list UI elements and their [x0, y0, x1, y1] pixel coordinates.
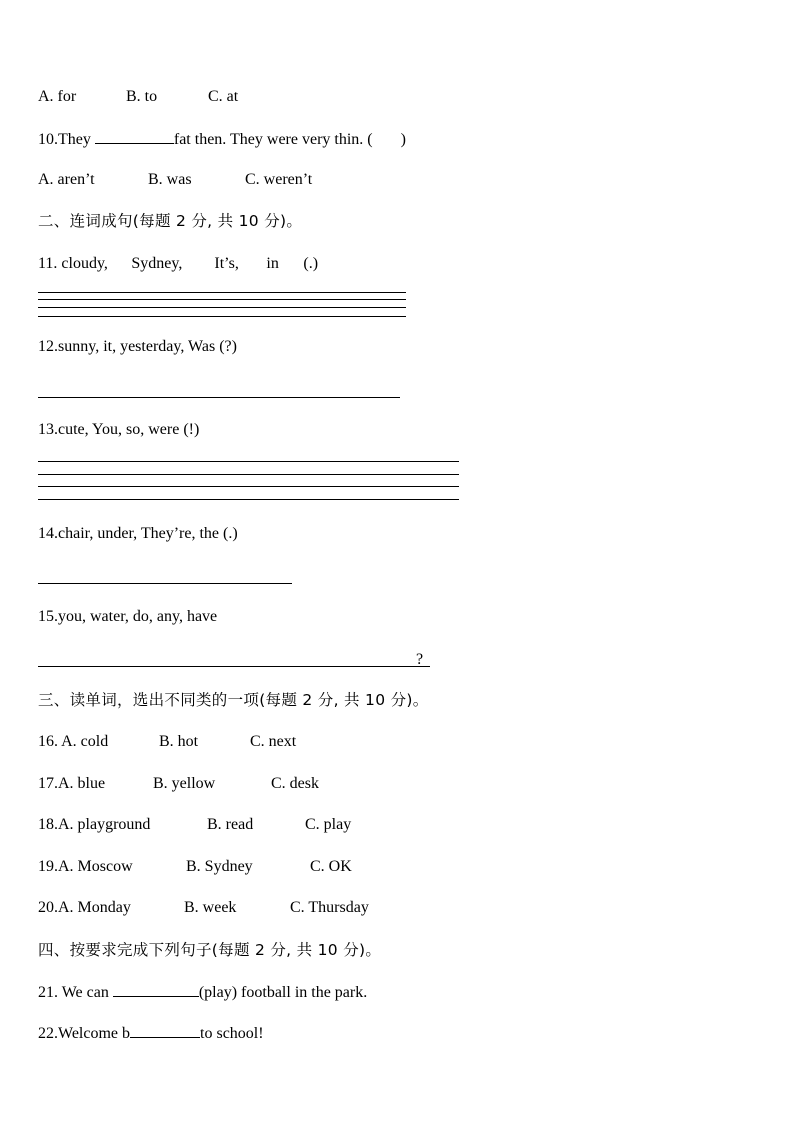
- q20-option-b: B. week: [184, 899, 237, 916]
- q11-answer-line-4[interactable]: [38, 316, 406, 317]
- q11-question: [38, 254, 318, 274]
- q10-option-c: C. weren’t: [245, 171, 313, 188]
- q10-blank[interactable]: [95, 129, 174, 144]
- q15-answer-line[interactable]: [38, 666, 430, 667]
- q10-text-before: They: [58, 131, 95, 148]
- q21-blank[interactable]: [113, 982, 199, 997]
- q10-option-a: A. aren’t: [38, 171, 95, 188]
- section-3-title: 三、读单词，选出不同类的一项(每题 2 分, 共 10 分)。: [38, 691, 429, 709]
- q22-blank[interactable]: [130, 1023, 200, 1038]
- q19-option-c: C. OK: [310, 858, 352, 875]
- q14-question: 14.chair, under, They’re, the (.): [38, 525, 238, 542]
- q11-answer-line-2[interactable]: [38, 299, 406, 300]
- q18-option-c: C. play: [305, 816, 352, 833]
- q21-text-before: . We can: [54, 984, 113, 1001]
- q18-option-b: B. read: [207, 816, 254, 833]
- q10-question: [38, 129, 406, 150]
- q17-question: [38, 774, 319, 794]
- q15-question: 15.you, water, do, any, have: [38, 608, 218, 625]
- q10-options: [38, 170, 312, 190]
- q18-option-a: .A. playground: [54, 816, 151, 833]
- q19-number: 19: [38, 858, 54, 875]
- q12-answer-line[interactable]: [38, 397, 400, 398]
- q20-option-a: .A. Monday: [54, 899, 131, 916]
- q16-option-c: C. next: [250, 733, 297, 750]
- q9-options: [38, 87, 238, 107]
- q21-number: 21: [38, 984, 54, 1001]
- q13-answer-line-2[interactable]: [38, 474, 459, 475]
- q13-answer-line-3[interactable]: [38, 486, 459, 487]
- q12-question: 12.sunny, it, yesterday, Was (?): [38, 338, 237, 355]
- q16-option-a: . A. cold: [54, 733, 109, 750]
- q16-option-b: B. hot: [159, 733, 199, 750]
- section-2-title: 二、连词成句(每题 2 分, 共 10 分)。: [38, 212, 303, 230]
- q15-question-mark: ?: [416, 651, 424, 668]
- q11-word-4: in: [266, 255, 279, 272]
- q10-close-paren: ): [400, 131, 406, 148]
- q11-word-1: . cloudy,: [53, 255, 108, 272]
- q9-option-b: B. to: [126, 88, 158, 105]
- q16-number: 16: [38, 733, 54, 750]
- q9-option-c: C. at: [208, 88, 239, 105]
- q17-option-a: .A. blue: [54, 775, 106, 792]
- q9-option-a: A. for: [38, 88, 77, 105]
- q18-number: 18: [38, 816, 54, 833]
- q22-text-before: .Welcome b: [54, 1025, 131, 1042]
- q18-question: [38, 815, 351, 835]
- q11-word-2: Sydney,: [131, 255, 183, 272]
- q17-option-b: B. yellow: [153, 775, 216, 792]
- q10-text-after: fat then. They were very thin. (: [173, 131, 373, 148]
- q20-option-c: C. Thursday: [290, 899, 369, 916]
- q10-number: 10.: [38, 131, 58, 148]
- q10-option-b: B. was: [148, 171, 192, 188]
- q14-answer-line[interactable]: [38, 583, 292, 584]
- q13-question: 13.cute, You, so, were (!): [38, 421, 200, 438]
- q19-option-b: B. Sydney: [186, 858, 253, 875]
- q17-number: 17: [38, 775, 54, 792]
- q21-text-after: (play) football in the park.: [198, 984, 368, 1001]
- q22-text-after: to school!: [200, 1025, 264, 1042]
- q20-question: [38, 898, 369, 918]
- q22-question: [38, 1023, 264, 1044]
- q19-option-a: .A. Moscow: [54, 858, 133, 875]
- q20-number: 20: [38, 899, 54, 916]
- q17-option-c: C. desk: [271, 775, 319, 792]
- q11-answer-line-3[interactable]: [38, 307, 406, 308]
- q22-number: 22: [38, 1025, 54, 1042]
- q21-question: [38, 982, 367, 1003]
- q11-word-3: It’s,: [214, 255, 239, 272]
- q16-question: [38, 732, 296, 752]
- section-4-title: 四、按要求完成下列句子(每题 2 分, 共 10 分)。: [38, 941, 382, 959]
- q11-answer-line-1[interactable]: [38, 292, 406, 293]
- q13-answer-line-1[interactable]: [38, 461, 459, 462]
- q13-answer-line-4[interactable]: [38, 499, 459, 500]
- q11-number: 11: [38, 255, 54, 272]
- q19-question: [38, 857, 352, 877]
- q11-word-5: (.): [303, 255, 319, 272]
